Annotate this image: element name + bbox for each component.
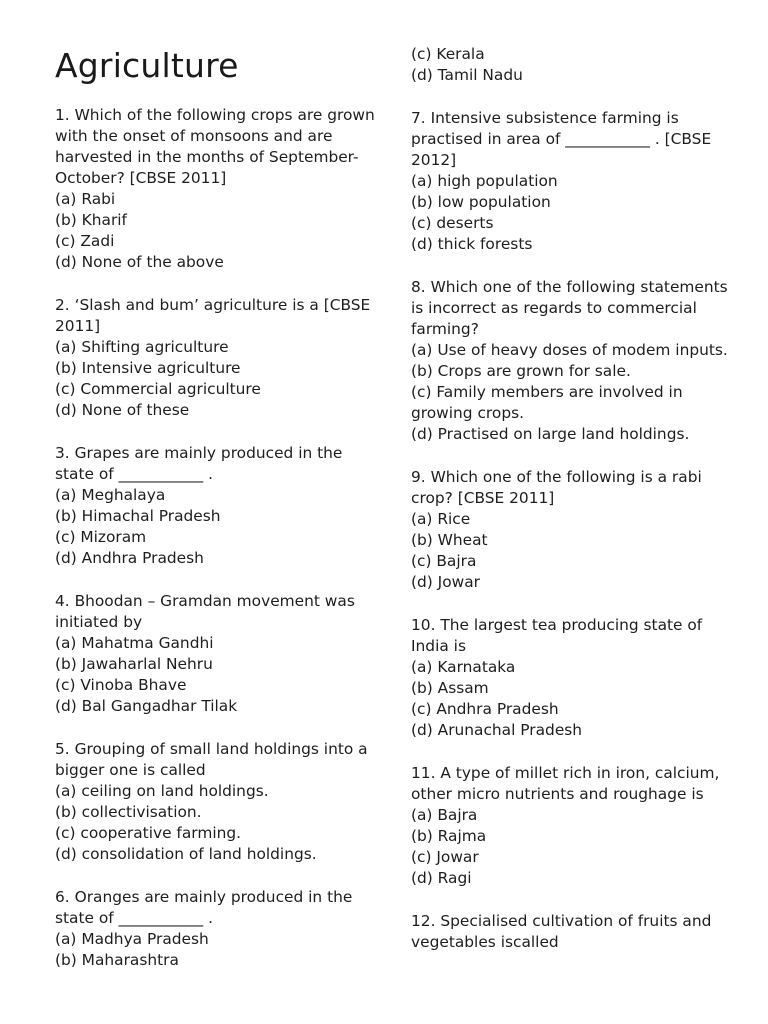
answer-option: (c) Jowar — [411, 848, 479, 866]
answer-option: (a) Shifting agriculture — [55, 338, 229, 356]
question-text-line: bigger one is called — [55, 761, 206, 779]
answer-option: (a) Mahatma Gandhi — [55, 634, 214, 652]
question-text-line: is incorrect as regards to commercial — [411, 299, 697, 317]
question-text-line: 2011] — [55, 317, 101, 335]
answer-option: (c) Family members are involved in — [411, 383, 683, 401]
answer-option: (a) ceiling on land holdings. — [55, 782, 269, 800]
question-text-line: 9. Which one of the following is a rabi — [411, 468, 702, 486]
answer-option: (d) consolidation of land holdings. — [55, 845, 317, 863]
question-block — [411, 277, 731, 445]
right-column — [411, 44, 731, 975]
question-block — [411, 108, 731, 255]
answer-option: (c) Kerala — [411, 45, 485, 63]
question-text-line: 10. The largest tea producing state of — [411, 616, 703, 634]
answer-option: (b) Assam — [411, 679, 489, 697]
answer-option: (d) Ragi — [411, 869, 472, 887]
answer-option: (b) Jawaharlal Nehru — [55, 655, 213, 673]
question-text-line: 11. A type of millet rich in iron, calcium, — [411, 764, 720, 782]
answer-option: (a) Bajra — [411, 806, 478, 824]
answer-option: (b) Intensive agriculture — [55, 359, 241, 377]
answer-option: (c) Vinoba Bhave — [55, 676, 187, 694]
answer-option: (d) Arunachal Pradesh — [411, 721, 583, 739]
question-text-line: 5. Grouping of small land holdings into a — [55, 740, 368, 758]
answer-option: (c) cooperative farming. — [55, 824, 242, 842]
answer-option: (d) Andhra Pradesh — [55, 549, 204, 567]
answer-option: (d) Tamil Nadu — [411, 66, 523, 84]
question-block — [411, 615, 731, 741]
question-block — [411, 467, 731, 593]
answer-option: (d) None of the above — [55, 253, 224, 271]
question-text-line: 3. Grapes are mainly produced in the — [55, 444, 343, 462]
question-text-line: 6. Oranges are mainly produced in the — [55, 888, 353, 906]
question-text-line: 7. Intensive subsistence farming is — [411, 109, 679, 127]
question-block — [411, 911, 731, 953]
answer-option: (a) Rice — [411, 510, 471, 528]
question-text-line: 2. ‘Slash and bum’ agriculture is a [CBSE — [55, 296, 371, 314]
question-block — [411, 763, 731, 889]
left-column — [55, 105, 375, 993]
question-text-line: harvested in the months of September- — [55, 148, 359, 166]
answer-option: (b) Rajma — [411, 827, 487, 845]
answer-option: (d) Bal Gangadhar Tilak — [55, 697, 238, 715]
question-text-line: 1. Which of the following crops are grown — [55, 106, 375, 124]
question-text-line: 12. Specialised cultivation of fruits and — [411, 912, 712, 930]
question-text-line: 2012] — [411, 151, 457, 169]
answer-option: (b) collectivisation. — [55, 803, 202, 821]
answer-option: (a) Rabi — [55, 190, 116, 208]
question-block — [55, 887, 375, 971]
question-block — [55, 105, 375, 273]
answer-option: (b) low population — [411, 193, 551, 211]
page-title: Agriculture — [55, 46, 239, 85]
question-text-line: initiated by — [55, 613, 143, 631]
answer-option: (b) Himachal Pradesh — [55, 507, 221, 525]
answer-option: (d) Practised on large land holdings. — [411, 425, 690, 443]
answer-option: (c) Commercial agriculture — [55, 380, 261, 398]
answer-option: (d) None of these — [55, 401, 190, 419]
answer-option: (a) Meghalaya — [55, 486, 166, 504]
question-text-line: October? [CBSE 2011] — [55, 169, 227, 187]
question-text-line: farming? — [411, 320, 479, 338]
answer-option: (a) high population — [411, 172, 558, 190]
answer-option: (c) Bajra — [411, 552, 477, 570]
answer-option: (c) Zadi — [55, 232, 115, 250]
answer-option: (c) Andhra Pradesh — [411, 700, 559, 718]
answer-option: (d) thick forests — [411, 235, 533, 253]
answer-option: (b) Maharashtra — [55, 951, 179, 969]
question-text-line: 4. Bhoodan – Gramdan movement was — [55, 592, 355, 610]
answer-option: (d) Jowar — [411, 573, 480, 591]
answer-option: (b) Kharif — [55, 211, 127, 229]
answer-option: (b) Wheat — [411, 531, 488, 549]
question-block — [55, 591, 375, 717]
answer-option: (c) Mizoram — [55, 528, 147, 546]
answer-option: (a) Karnataka — [411, 658, 516, 676]
question-text-line: practised in area of ___________ . [CBSE — [411, 130, 712, 148]
question-block — [55, 295, 375, 421]
question-block — [411, 44, 731, 86]
question-block — [55, 443, 375, 569]
question-text-line: state of ___________ . — [55, 465, 214, 483]
question-text-line: India is — [411, 637, 466, 655]
answer-option: (c) deserts — [411, 214, 494, 232]
question-text-line: 8. Which one of the following statements — [411, 278, 728, 296]
question-text-line: with the onset of monsoons and are — [55, 127, 333, 145]
answer-option: growing crops. — [411, 404, 525, 422]
question-text-line: state of ___________ . — [55, 909, 214, 927]
answer-option: (a) Madhya Pradesh — [55, 930, 209, 948]
question-text-line: crop? [CBSE 2011] — [411, 489, 555, 507]
question-text-line: vegetables iscalled — [411, 933, 559, 951]
question-block — [55, 739, 375, 865]
answer-option: (a) Use of heavy doses of modem inputs. — [411, 341, 728, 359]
question-text-line: other micro nutrients and roughage is — [411, 785, 704, 803]
answer-option: (b) Crops are grown for sale. — [411, 362, 631, 380]
